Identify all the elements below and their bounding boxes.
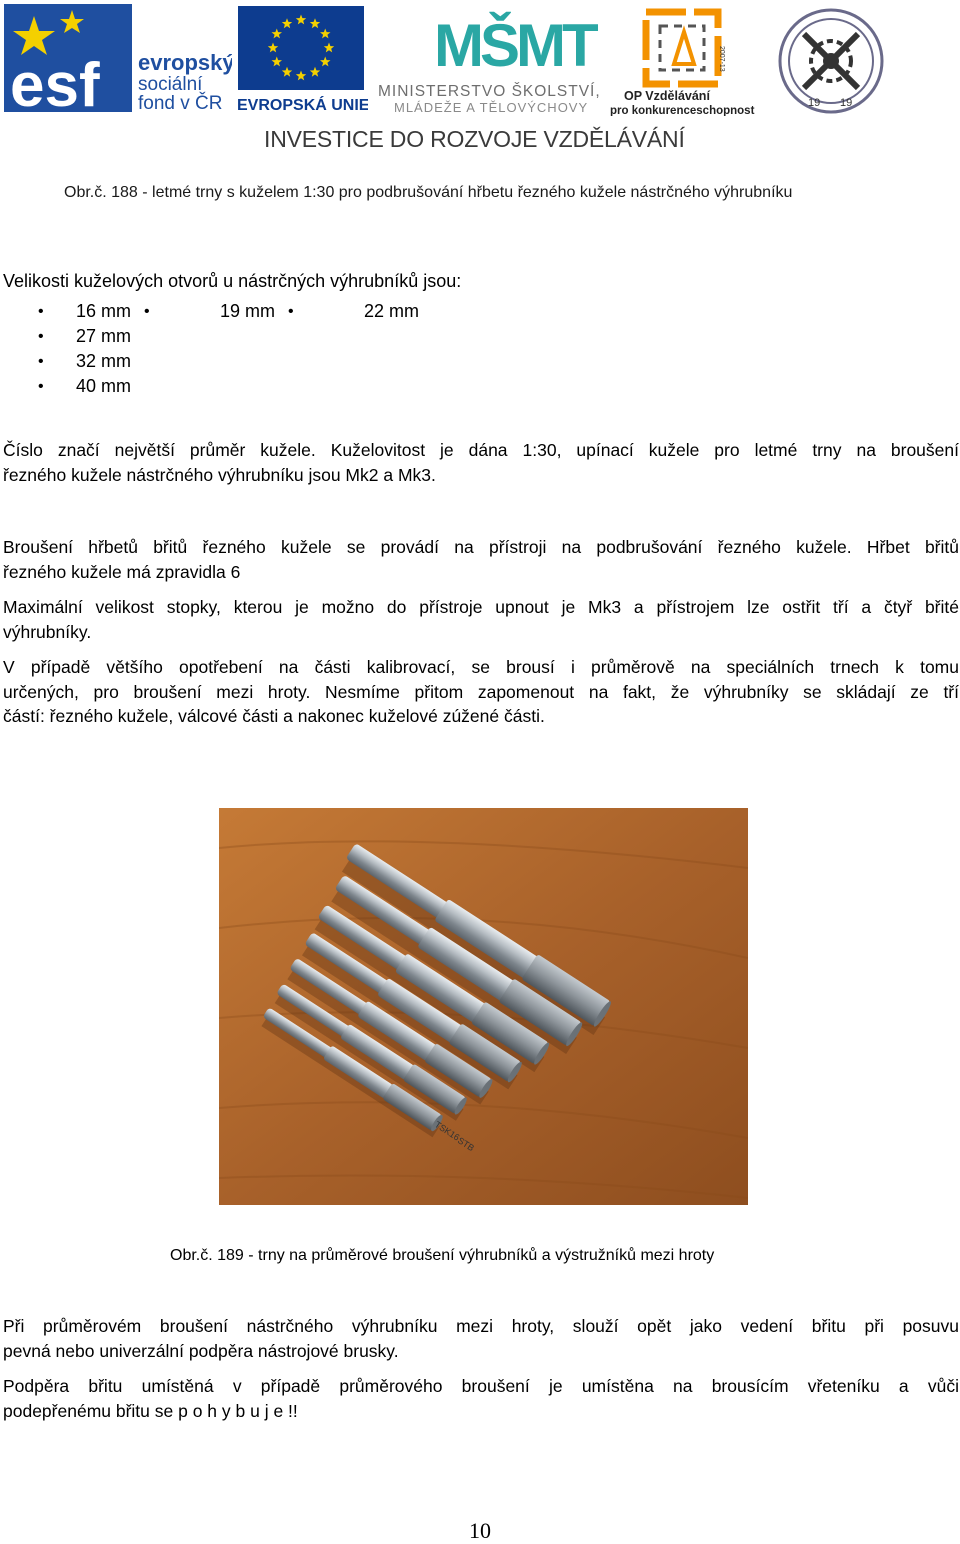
svg-text:19: 19	[808, 97, 821, 109]
page-number: 10	[469, 1518, 491, 1543]
paragraph-support: Podpěra břitu umístěná v případě průměrového broušení je umístěna na brousícím vřeteníku a vůči podepřenému břitu se p o h y b u j e !!	[3, 1376, 959, 1421]
svg-text:TSK16: TSK16	[432, 1119, 462, 1143]
list-item: • 40 mm	[38, 376, 132, 396]
paragraph-cone-size: Číslo značí největší průměr kužele. Kuželovitost je dána 1:30, upínací kužele pro letmé trny na broušení řezného kužele nástrčného výhrubníku jsou Mk2 a Mk3.	[3, 440, 959, 485]
bullet: •	[38, 303, 44, 320]
svg-text:OP Vzdělávání: OP Vzdělávání	[624, 89, 710, 103]
svg-text:MLÁDEŽE A TĚLOVÝCHOVY: MLÁDEŽE A TĚLOVÝCHOVY	[394, 100, 589, 114]
svg-text:fond v ČR: fond v ČR	[138, 93, 223, 112]
svg-text:MINISTERSTVO ŠKOLSTVÍ,: MINISTERSTVO ŠKOLSTVÍ,	[378, 83, 601, 100]
program-title: INVESTICE DO ROZVOJE VZDĚLÁVÁNÍ	[264, 126, 685, 152]
mandrels-photo	[219, 808, 748, 1205]
svg-text:pro konkurenceschopnost: pro konkurenceschopnost	[610, 105, 755, 116]
list-item: • 16 mm • 19 mm • 22 mm	[38, 301, 420, 321]
svg-text:MŠMT: MŠMT	[434, 12, 595, 79]
figure-caption-189: Obr.č. 189 - trny na průměrové broušení výhrubníků a výstružníků mezi hroty	[170, 1247, 715, 1264]
paragraph-back-grinding: Broušení hřbetů břitů řezného kužele se provádí na přístroji na podbrušování řezného kužele. Hřbet břitů řezného kužele má zpravidla 6	[3, 537, 959, 582]
op-vzdelavani-logo	[608, 6, 756, 116]
paragraph-diameter-grinding: Při průměrovém broušení nástrčného výhrubníku mezi hroty, slouží opět jako vedení břitu při posuvu pevná nebo univerzální podpěra nástrojové brusky.	[3, 1316, 959, 1361]
paragraph-wear: V případě většího opotřebení na části kalibrovací, se brousí i průměrově na speciálních trnech k tomu určených, pro broušení mezi hroty. Nesmíme přitom zapomenout na fakt, že výhrubníky se skládají ze tří částí: řezného kužele, válcové části a nakonec kuželové zúžené části.	[3, 657, 959, 726]
svg-text:EVROPSKÁ UNIE: EVROPSKÁ UNIE	[237, 97, 368, 112]
esf-mark: esf	[10, 51, 100, 112]
list-item: • 32 mm	[38, 351, 132, 371]
eu-flag-logo	[236, 6, 368, 112]
list-item: • 27 mm	[38, 326, 132, 346]
school-seal-logo	[776, 6, 886, 116]
msmt-logo	[376, 4, 602, 114]
svg-text:19: 19	[840, 97, 853, 109]
svg-text:STB: STB	[455, 1135, 477, 1154]
sizes-intro: Velikosti kuželových otvorů u nástrčných výhrubníků jsou:	[3, 271, 462, 291]
esf-logo	[4, 4, 232, 112]
bullet: •	[288, 303, 294, 320]
bullet: •	[144, 303, 150, 320]
svg-text:evropský: evropský	[138, 50, 232, 75]
svg-text:2007-13: 2007-13	[718, 46, 725, 72]
svg-text:sociální: sociální	[138, 74, 203, 95]
figure-caption-188: Obr.č. 188 - letmé trny s kuželem 1:30 pro podbrušování hřbetu řezného kužele nástrčného výhrubníku	[64, 184, 793, 201]
paragraph-max-shank: Maximální velikost stopky, kterou je možno do přístroje upnout je Mk3 a přístrojem lze ostřit tří a čtyř břité výhrubníky.	[3, 597, 959, 642]
